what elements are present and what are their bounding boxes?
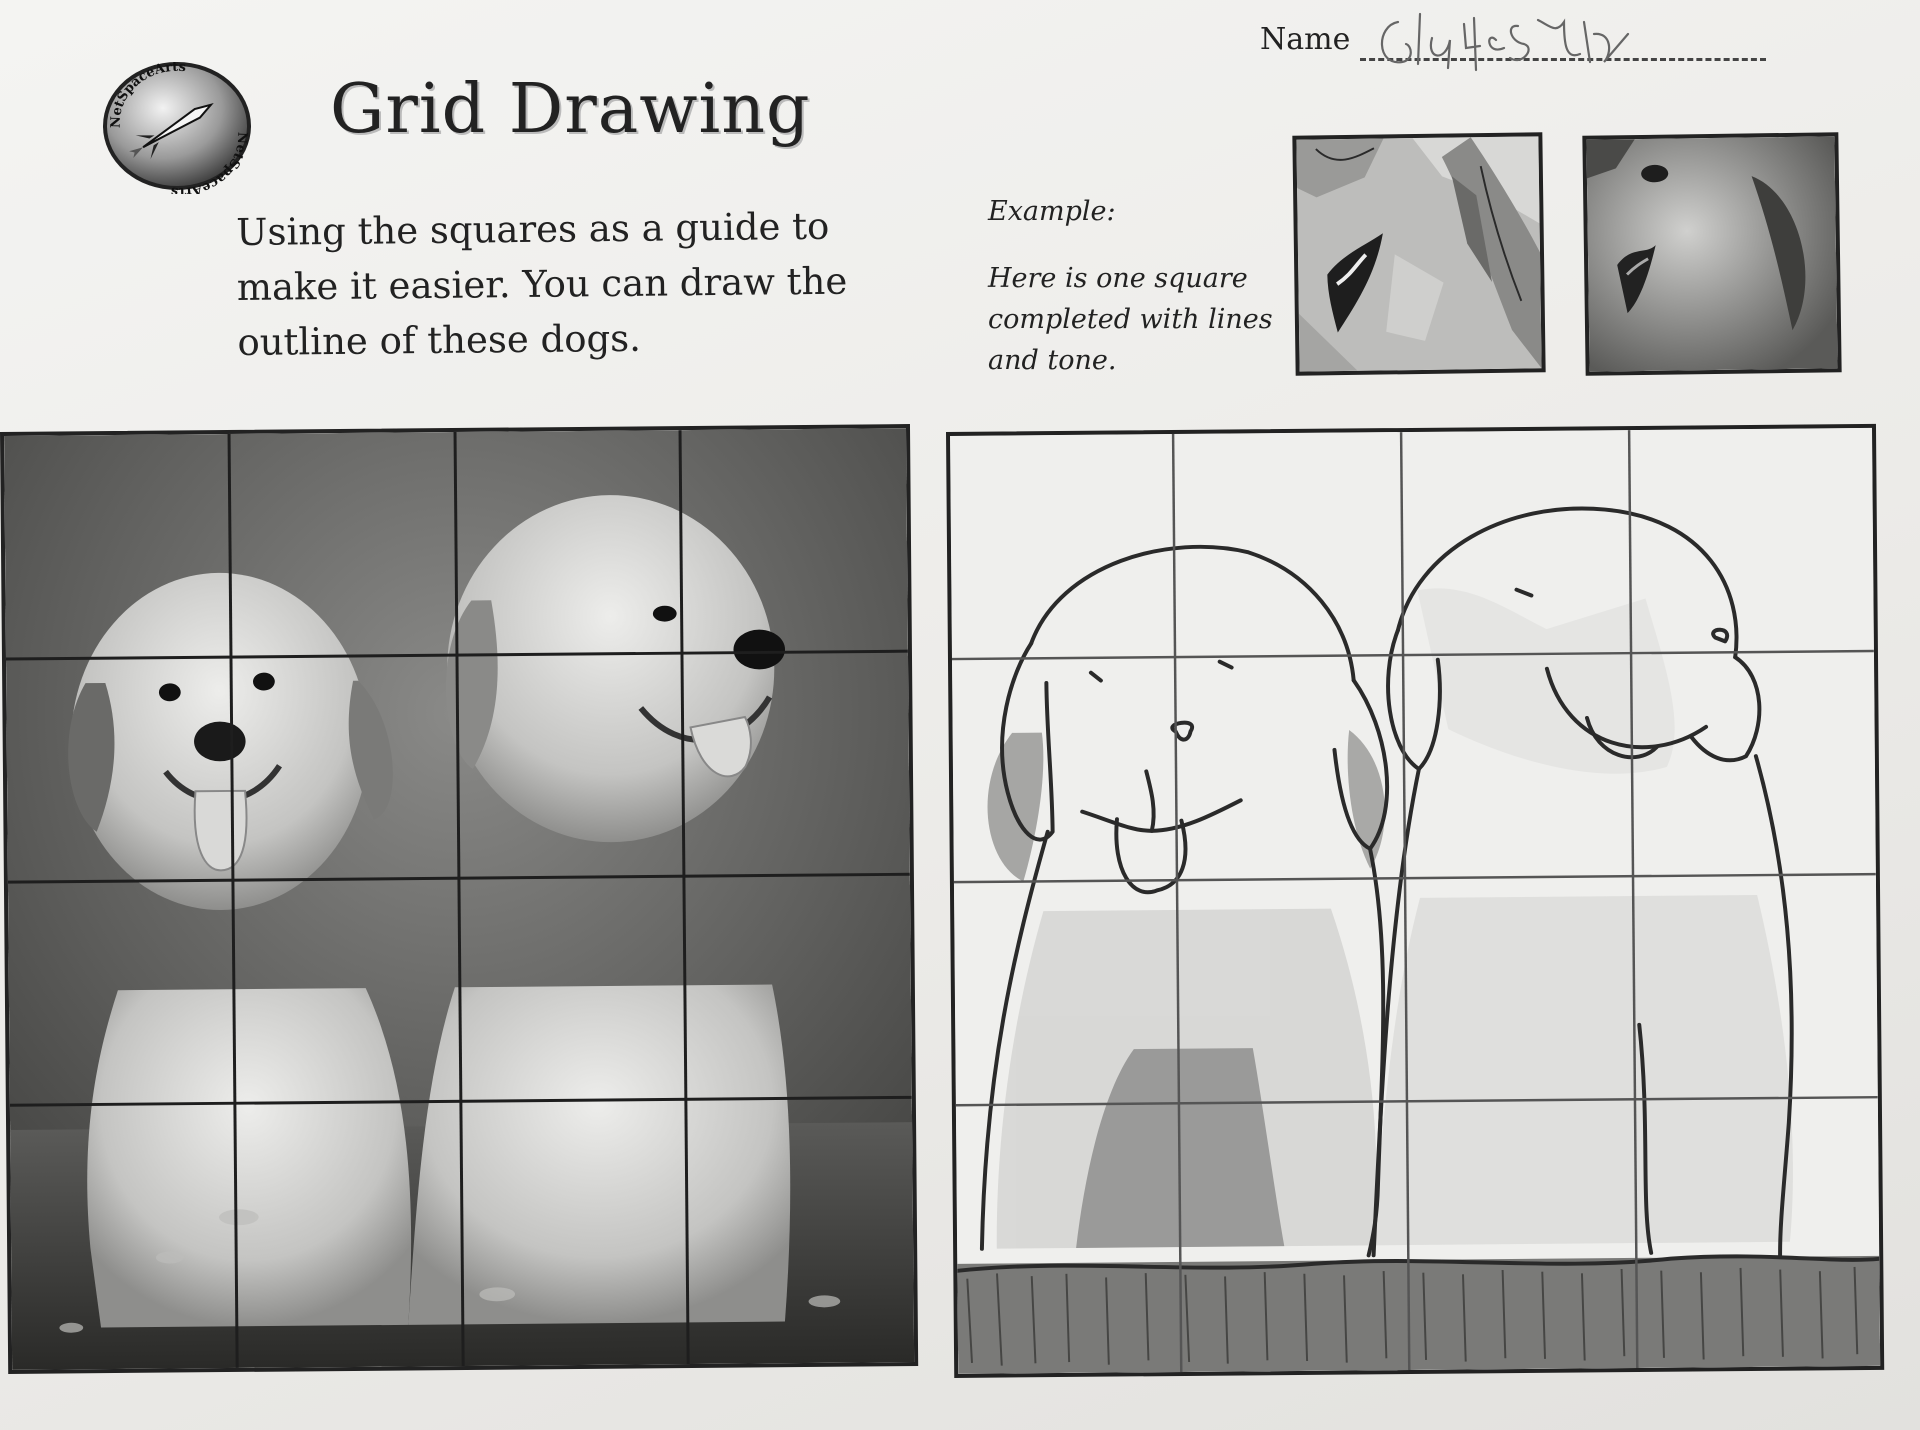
netspacearts-logo xyxy=(98,58,256,194)
logo-text-bottom: NetSpaceArts xyxy=(170,131,250,194)
instructions-text: Using the squares as a guide to make it easier. You can draw the outline of these dogs. xyxy=(236,204,848,364)
page-title: Grid Drawing xyxy=(330,70,811,149)
name-field xyxy=(1260,14,1780,74)
name-label: Name xyxy=(1260,22,1351,57)
example-text: Here is one square completed with lines and tone. xyxy=(988,263,1273,376)
example-heading: Example: xyxy=(988,196,1116,227)
example-drawn-square xyxy=(1292,132,1545,375)
logo-text-top: NetSpaceArts xyxy=(108,59,187,129)
student-drawing-grid xyxy=(946,424,1884,1378)
example-photo-square xyxy=(1582,132,1841,376)
reference-photo-grid xyxy=(0,424,918,1374)
handwritten-signature xyxy=(1368,4,1668,74)
